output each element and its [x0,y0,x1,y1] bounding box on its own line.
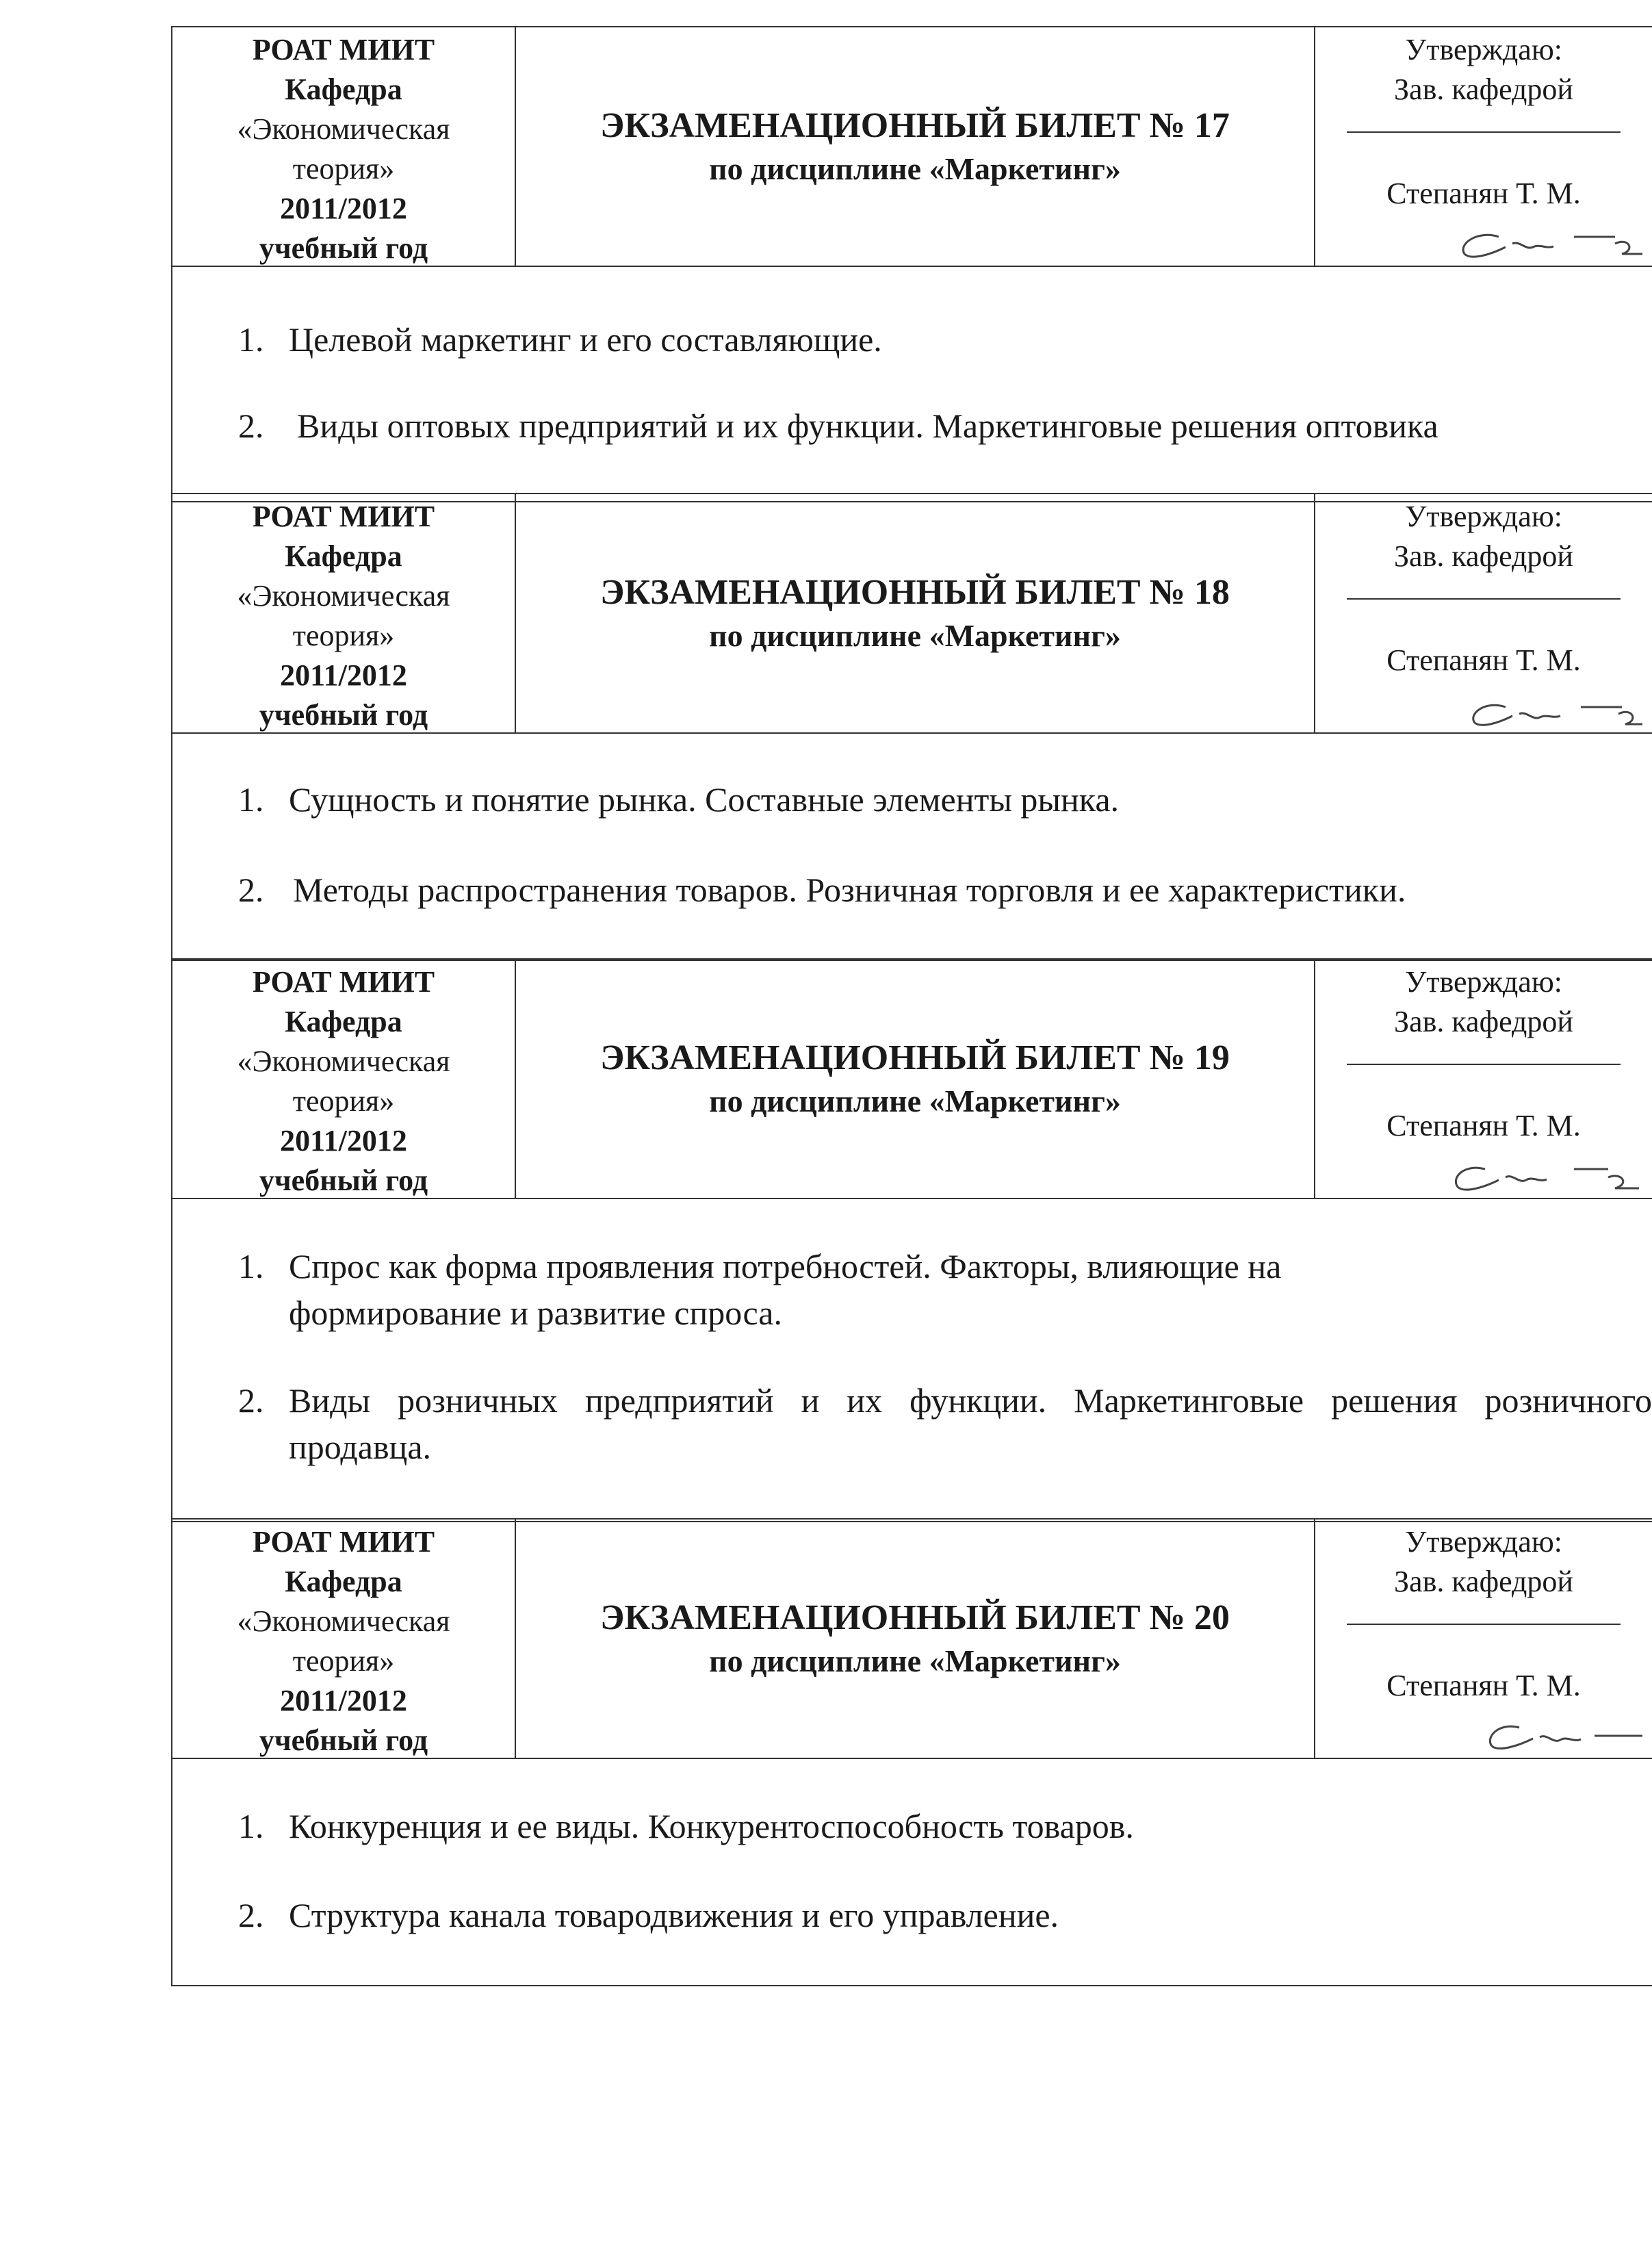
question-item [172,402,1652,449]
dept-name-line2: теория» [292,1084,395,1118]
dept-name-line1: «Экономическая [237,579,450,613]
academic-year: 2011/2012 [280,658,407,692]
dept-name-line2: теория» [292,619,395,652]
question-text: Методы распространения товаров. Розничная торговля и ее характеристики. [293,871,1406,909]
approver-name: Степанян Т. М. [1386,1669,1581,1702]
approve-label: Утверждаю: [1405,33,1562,66]
ticket-title-block [515,27,1315,266]
dept-name-line2: теория» [292,1644,395,1678]
question-text: Структура канала товародвижения и его управление. [289,1896,1059,1934]
question-text: Целевой маркетинг и его составляющие. [289,320,882,359]
handwritten-signature [1410,1708,1642,1756]
signature-line [1347,1622,1621,1625]
question-number: 2. [238,407,264,445]
ticket-20 [171,1518,1652,1986]
ticket-body [171,734,1652,961]
department-block [172,494,515,735]
approve-role: Зав. кафедрой [1394,539,1573,573]
question-item [172,1377,1652,1470]
question-number: 1. [238,780,264,819]
ticket-header [171,26,1652,267]
question-item [172,867,1652,913]
ticket-body [171,1759,1652,1986]
dept-name-line1: «Экономическая [237,1604,450,1638]
signature-line [1347,1062,1621,1065]
ticket-subtitle: по дисциплине «Маркетинг» [709,1084,1121,1118]
academic-year: 2011/2012 [280,192,407,225]
question-list [172,734,1652,913]
approve-label: Утверждаю: [1405,965,1562,999]
question-number: 2. [238,1896,264,1934]
question-text: Спрос как форма проявления потребностей. Факторы, влияющие на формирование и развитие спроса. [289,1247,1282,1332]
approver-name: Степанян Т. М. [1386,643,1581,677]
approval-block [1314,27,1652,266]
ticket-header [171,958,1652,1199]
approve-role: Зав. кафедрой [1394,1005,1573,1038]
academic-year: 2011/2012 [280,1684,407,1717]
question-text: Конкуренция и ее виды. Конкурентоспособность товаров. [289,1807,1134,1845]
ticket-title: ЭКЗАМЕНАЦИОННЫЙ БИЛЕТ № 20 [600,1598,1230,1637]
ticket-subtitle: по дисциплине «Маркетинг» [709,151,1121,186]
question-number: 2. [238,1381,264,1420]
department-block [172,960,515,1201]
ticket-header [171,1518,1652,1759]
approve-label: Утверждаю: [1405,1525,1562,1559]
ticket-19 [171,958,1652,1522]
question-item [172,316,1652,363]
question-list [172,1759,1652,1938]
question-text: Виды оптовых предприятий и их функции. Маркетинговые решения оптовика [297,407,1438,445]
org-name: РОАТ МИИТ [252,33,435,66]
approve-role: Зав. кафедрой [1394,1565,1573,1598]
question-text: Виды розничных предприятий и их функции. Маркетинговые решения розничного продавца. [289,1381,1652,1466]
dept-label: Кафедра [285,1005,402,1038]
dept-name-line2: теория» [292,152,395,185]
question-number: 1. [238,320,264,359]
question-item [172,1892,1652,1938]
approver-name: Степанян Т. М. [1386,177,1581,210]
dept-label: Кафедра [285,1565,402,1598]
ticket-body [171,267,1652,502]
org-name: РОАТ МИИТ [252,965,435,999]
question-item [172,1803,1652,1849]
question-number: 1. [238,1807,264,1845]
ticket-title: ЭКЗАМЕНАЦИОННЫЙ БИЛЕТ № 17 [600,106,1230,145]
approve-role: Зав. кафедрой [1394,73,1573,106]
question-number: 1. [238,1247,264,1285]
handwritten-signature [1410,683,1642,731]
ticket-header [171,493,1652,734]
approver-name: Степанян Т. М. [1386,1109,1581,1142]
ticket-title-block [515,494,1315,732]
ticket-title: ЭКЗАМЕНАЦИОННЫЙ БИЛЕТ № 19 [600,1038,1230,1077]
ticket-18 [171,493,1652,961]
academic-year-label: учебный год [259,698,428,732]
academic-year-label: учебный год [259,1723,428,1757]
org-name: РОАТ МИИТ [252,500,435,533]
handwritten-signature [1410,216,1642,264]
dept-label: Кафедра [285,539,402,573]
question-item [172,776,1652,823]
dept-name-line1: «Экономическая [237,1044,450,1078]
dept-label: Кафедра [285,73,402,106]
approval-block [1314,960,1652,1198]
ticket-title: ЭКЗАМЕНАЦИОННЫЙ БИЛЕТ № 18 [600,573,1230,612]
signature-line [1347,130,1621,133]
ticket-subtitle: по дисциплине «Маркетинг» [709,1643,1121,1678]
approve-label: Утверждаю: [1405,500,1562,533]
question-list [172,267,1652,449]
academic-year: 2011/2012 [280,1124,407,1157]
org-name: РОАТ МИИТ [252,1525,435,1559]
signature-line [1347,597,1621,600]
question-text: Сущность и понятие рынка. Составные элементы рынка. [289,780,1120,819]
ticket-title-block [515,1520,1315,1758]
academic-year-label: учебный год [259,231,428,265]
academic-year-label: учебный год [259,1164,428,1197]
handwritten-signature [1410,1149,1642,1196]
ticket-17 [171,26,1652,502]
question-list [172,1199,1652,1470]
question-item [172,1243,1652,1336]
department-block [172,1520,515,1760]
department-block [172,27,515,268]
ticket-subtitle: по дисциплине «Маркетинг» [709,618,1121,653]
question-number: 2. [238,871,264,909]
approval-block [1314,494,1652,732]
ticket-body [171,1199,1652,1522]
approval-block [1314,1520,1652,1758]
dept-name-line1: «Экономическая [237,112,450,146]
ticket-title-block [515,960,1315,1198]
